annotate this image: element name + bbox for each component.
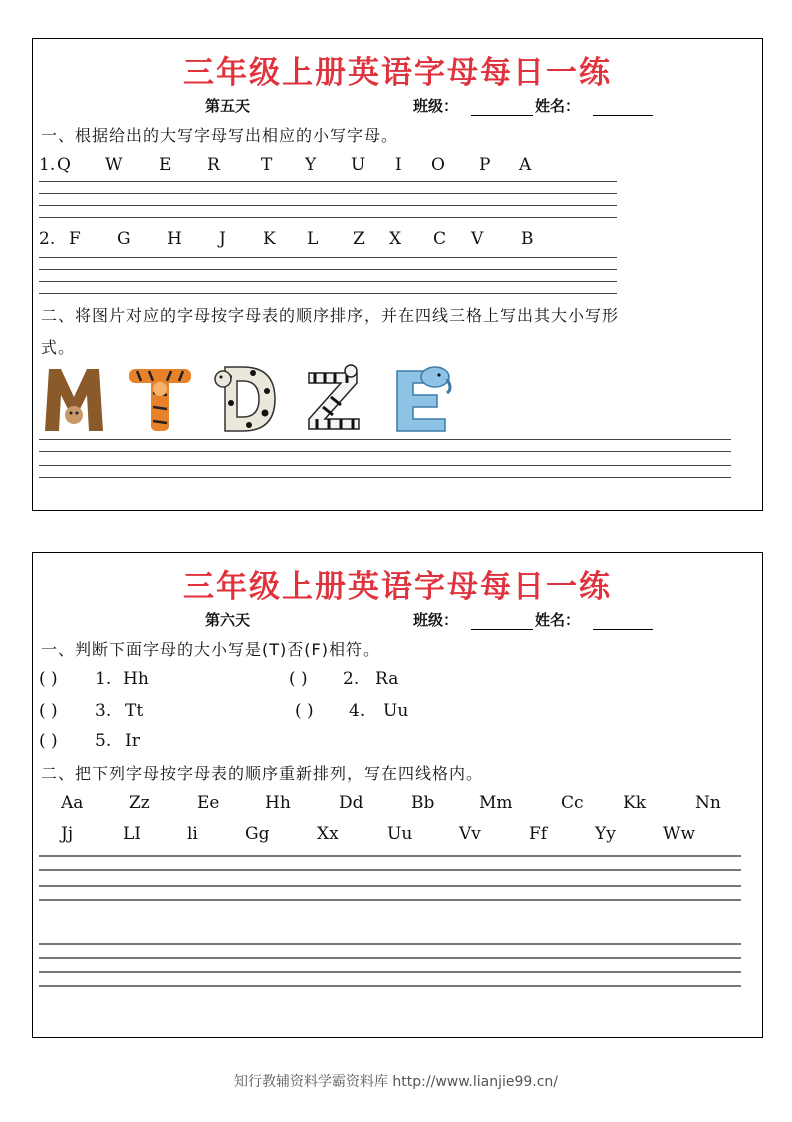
- writing-lines-2[interactable]: [39, 257, 617, 297]
- question-1: 一、判断下面字母的大小写是(T)否(F)相符。: [41, 640, 380, 659]
- writing-lines-1[interactable]: [39, 181, 617, 221]
- letter-pair: Bb: [411, 793, 435, 813]
- letter: P: [479, 155, 491, 175]
- zebra-icon: [301, 363, 367, 433]
- row-number: 1.: [39, 155, 56, 175]
- elephant-icon: [387, 363, 453, 433]
- letter-pair: Nn: [695, 793, 721, 813]
- four-line-grid-2[interactable]: [39, 943, 741, 991]
- letter-pair: Tt: [125, 701, 144, 721]
- letter: L: [307, 229, 319, 249]
- day-label: 第五天: [205, 97, 251, 115]
- question-2: 二、把下列字母按字母表的顺序重新排列，写在四线格内。: [41, 764, 484, 783]
- answer-paren[interactable]: ( ): [289, 669, 308, 689]
- letter: H: [167, 229, 182, 249]
- letter-pair: li: [187, 824, 198, 844]
- letter-pair: Uu: [383, 701, 409, 721]
- answer-paren[interactable]: ( ): [295, 701, 314, 721]
- question-2: 二、将图片对应的字母按字母表的顺序排序，并在四线三格上写出其大小写形: [41, 306, 620, 325]
- letter: W: [105, 155, 123, 175]
- letter: J: [219, 229, 226, 249]
- item-number: 3.: [95, 701, 112, 721]
- letter: F: [69, 229, 81, 249]
- letter: Q: [57, 155, 71, 175]
- letter: I: [395, 155, 402, 175]
- letter: E: [159, 155, 172, 175]
- four-line-grid-1[interactable]: [39, 855, 741, 903]
- worksheet-title: 三年级上册英语字母每日一练: [183, 55, 612, 91]
- letter: V: [471, 229, 484, 249]
- letter: Y: [305, 155, 317, 175]
- worksheet-day6: [32, 552, 763, 1038]
- answer-paren[interactable]: ( ): [39, 669, 58, 689]
- item-number: 2.: [343, 669, 360, 689]
- letter-pair: Jj: [61, 824, 74, 844]
- letter-pair: Cc: [561, 793, 584, 813]
- name-blank[interactable]: [593, 629, 653, 630]
- item-number: 4.: [349, 701, 366, 721]
- letter-pair: LI: [123, 824, 142, 844]
- letter: G: [117, 229, 131, 249]
- letter-pair: Hh: [123, 669, 149, 689]
- letter-pair: Hh: [265, 793, 291, 813]
- class-label: 班级：: [413, 97, 459, 115]
- letter: A: [519, 155, 532, 175]
- item-number: 5.: [95, 731, 112, 751]
- dalmatian-icon: [213, 363, 279, 433]
- letter: O: [431, 155, 445, 175]
- name-label: 姓名：: [535, 97, 581, 115]
- letter-pair: Ww: [663, 824, 696, 844]
- question-1: 一、根据给出的大写字母写出相应的小写字母。: [41, 126, 399, 145]
- letter-pair: Gg: [245, 824, 270, 844]
- letter: Z: [353, 229, 365, 249]
- letter: K: [263, 229, 276, 249]
- class-label: 班级：: [413, 611, 459, 629]
- letter: B: [521, 229, 534, 249]
- tiger-icon: [127, 363, 193, 433]
- letter-pair: Dd: [339, 793, 364, 813]
- letter-pair: Ra: [375, 669, 399, 689]
- worksheet-day5: [32, 38, 763, 511]
- letter-pair: Ir: [125, 731, 140, 751]
- worksheet-title: 三年级上册英语字母每日一练: [183, 569, 612, 605]
- letter-pair: Mm: [479, 793, 513, 813]
- letter-pair: Kk: [623, 793, 647, 813]
- name-label: 姓名：: [535, 611, 581, 629]
- class-blank[interactable]: [471, 115, 533, 116]
- answer-paren[interactable]: ( ): [39, 731, 58, 751]
- letter-pair: Ff: [529, 824, 548, 844]
- letter-pair: Uu: [387, 824, 413, 844]
- animal-letter-pictures: [41, 363, 461, 435]
- letter-pair: Vv: [459, 824, 481, 844]
- letter: T: [261, 155, 273, 175]
- letter: U: [351, 155, 366, 175]
- question-2-continued: 式。: [41, 338, 76, 357]
- letter: C: [433, 229, 447, 249]
- answer-paren[interactable]: ( ): [39, 701, 58, 721]
- letter-pair: Aa: [61, 793, 84, 813]
- name-blank[interactable]: [593, 115, 653, 116]
- letter-pair: Xx: [317, 824, 339, 844]
- monkey-icon: [41, 363, 107, 433]
- letter: X: [389, 229, 402, 249]
- letter: R: [207, 155, 220, 175]
- class-blank[interactable]: [471, 629, 533, 630]
- day-label: 第六天: [205, 611, 251, 629]
- row-number: 2.: [39, 229, 56, 249]
- four-line-grid[interactable]: [39, 439, 731, 481]
- letter-pair: Zz: [129, 793, 150, 813]
- item-number: 1.: [95, 669, 112, 689]
- footer-watermark: 知行教辅资料学霸资料库 http://www.lianjie99.cn/: [233, 1074, 559, 1090]
- letter-pair: Yy: [595, 824, 616, 844]
- letter-pair: Ee: [197, 793, 220, 813]
